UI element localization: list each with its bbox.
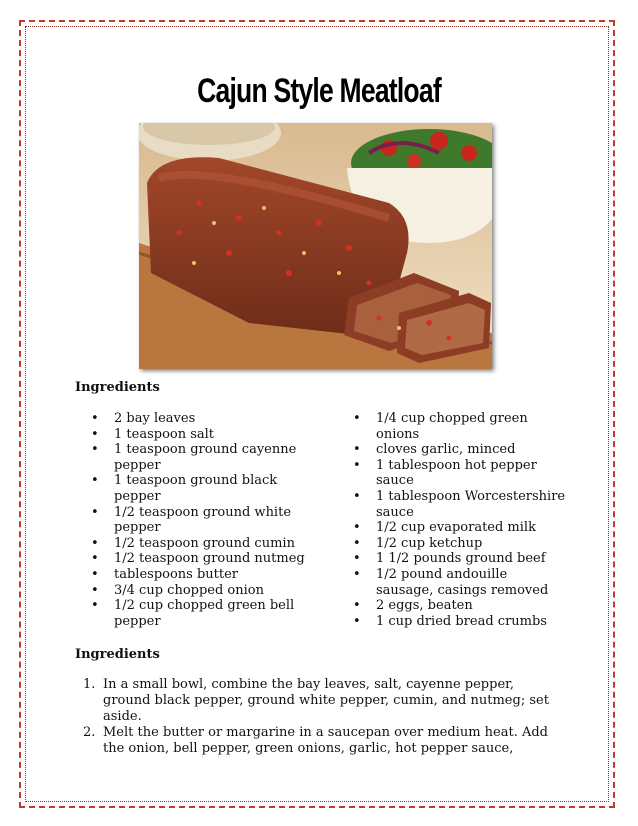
- recipe-title: Cajun Style Meatloaf: [197, 72, 441, 110]
- list-item: • 1 1/2 pounds ground beef: [353, 551, 568, 567]
- ingredients-list-left: [91, 411, 306, 629]
- list-item: • 1/2 teaspoon ground white pepper: [91, 505, 306, 536]
- list-item: • 1 teaspoon ground black pepper: [91, 473, 306, 504]
- list-item: • tablespoons butter: [91, 567, 306, 583]
- list-item: • 1/2 cup ketchup: [353, 536, 568, 552]
- list-item: • 1 teaspoon ground cayenne pepper: [91, 442, 306, 473]
- list-item: • 1 tablespoon hot pepper sauce: [353, 458, 568, 489]
- ingredients-list-right: [353, 411, 568, 629]
- list-item: • 2 eggs, beaten: [353, 598, 568, 614]
- ingredients-heading: Ingredients: [75, 380, 160, 395]
- list-item: • 2 bay leaves: [91, 411, 306, 427]
- step-text: In a small bowl, combine the bay leaves, salt, cayenne pepper, ground black pepper, ground white pepper, cumin, and nutmeg; set aside.: [103, 677, 549, 724]
- list-item: • 1/2 cup evaporated milk: [353, 520, 568, 536]
- list-item: • 1 cup dried bread crumbs: [353, 614, 568, 630]
- step-number: 1.: [83, 677, 96, 692]
- meatloaf-photo: [139, 123, 492, 369]
- list-item: [83, 725, 553, 757]
- list-item: • 3/4 cup chopped onion: [91, 583, 306, 599]
- list-item: • 1 tablespoon Worcestershire sauce: [353, 489, 568, 520]
- list-item: • cloves garlic, minced: [353, 442, 568, 458]
- list-item: • 1 teaspoon salt: [91, 427, 306, 443]
- list-item: • 1/2 pound andouille sausage, casings removed: [353, 567, 568, 598]
- list-item: • 1/2 teaspoon ground nutmeg: [91, 551, 306, 567]
- step-number: 2.: [83, 725, 96, 740]
- list-item: • 1/4 cup chopped green onions: [353, 411, 568, 442]
- list-item: • 1/2 teaspoon ground cumin: [91, 536, 306, 552]
- directions-list: [83, 677, 553, 757]
- list-item: • 1/2 cup chopped green bell pepper: [91, 598, 306, 629]
- directions-heading: Ingredients: [75, 647, 160, 662]
- step-text: Melt the butter or margarine in a saucepan over medium heat. Add the onion, bell pepper, green onions, garlic, hot pepper sauce,: [103, 725, 549, 756]
- list-item: [83, 677, 553, 725]
